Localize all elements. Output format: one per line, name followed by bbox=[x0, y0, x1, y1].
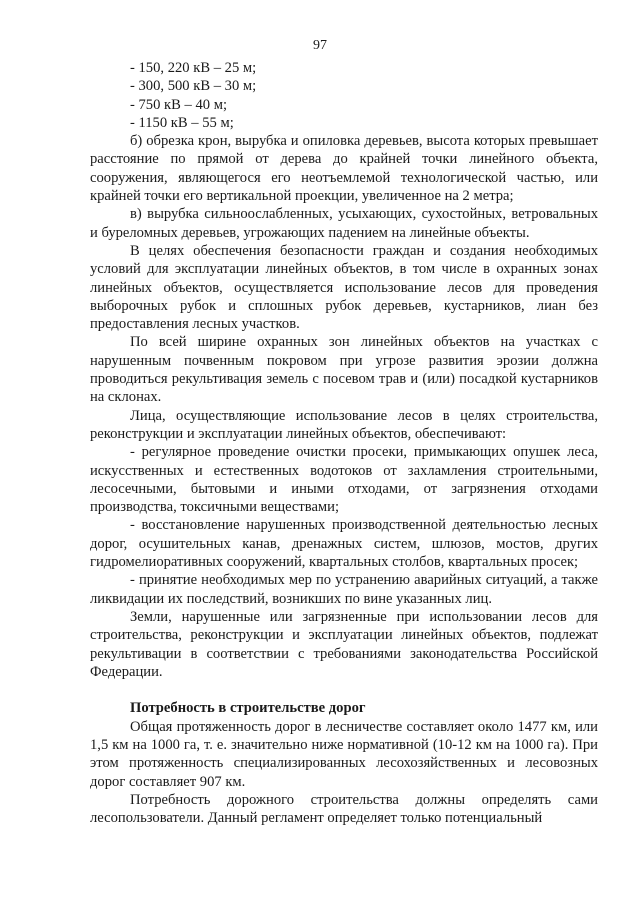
paragraph-lands: Земли, нарушенные или загрязненные при использовании лесов для строительства, реконструкции и эксплуатации линейных объектов, подлежат рекультивации в соответствии с требованиями законодательства Российской Федерации. bbox=[90, 608, 598, 680]
page-number: 97 bbox=[313, 38, 327, 53]
list-item: - 750 кВ – 40 м; bbox=[130, 96, 227, 113]
paragraph-v: в) вырубка сильноослабленных, усыхающих, сухостойных, ветровальных и буреломных деревьев, угрожающих падением на линейные объекты. bbox=[90, 206, 598, 241]
document-body bbox=[90, 59, 598, 827]
paragraph-persons: Лица, осуществляющие использование лесов в целях строительства, реконструкции и эксплуатации линейных объектов, обеспечивают: bbox=[90, 407, 598, 442]
paragraph-b: б) обрезка крон, вырубка и опиловка деревьев, высота которых превышает расстояние по прямой от дерева до крайней точки линейного объекта, сооружения, являющегося его неотъемлемой технологической частью, или крайней точки его вертикальной проекции, увеличенное на 2 метра; bbox=[90, 133, 598, 205]
section-spacer bbox=[90, 681, 598, 699]
paragraph-roads-need: Потребность дорожного строительства должны определять сами лесопользователи. Данный регламент определяет только потенциальный bbox=[90, 791, 598, 827]
paragraph-roads-total: Общая протяженность дорог в лесничестве составляет около 1477 км, или 1,5 км на 1000 га, т. е. значительно ниже нормативной (10-12 км на 1000 га). При этом протяженность специализированных лесохозяйственных и лесовозных дорог составляет 907 км. bbox=[90, 718, 598, 790]
list-item: - 1150 кВ – 55 м; bbox=[130, 114, 234, 131]
paragraph-dash-1: - регулярное проведение очистки просеки, примыкающих опушек леса, искусственных и естественных водотоков от захламления строительными, лесосечными, бытовыми и иными отходами, от загрязнения отходами производства, токсичными веществами; bbox=[90, 444, 598, 516]
paragraph-width: По всей ширине охранных зон линейных объектов на участках с нарушенным почвенным покровом при угрозе развития эрозии должна проводиться рекультивация земель с посевом трав и (или) посадкой кустарников на склонах. bbox=[90, 334, 598, 406]
list-item: - 300, 500 кВ – 30 м; bbox=[130, 78, 257, 95]
list-item: - 150, 220 кВ – 25 м; bbox=[130, 60, 257, 76]
section-heading-roads: Потребность в строительстве дорог bbox=[130, 700, 366, 717]
paragraph-dash-2: - восстановление нарушенных производственной деятельностью лесных дорог, осушительных канав, дренажных систем, шлюзов, мостов, других гидромелиоративных сооружений, квартальных столбов, квартальных просек; bbox=[90, 517, 598, 571]
paragraph-dash-3: - принятие необходимых мер по устранению аварийных ситуаций, а также ликвидации их последствий, возникших по вине указанных лиц. bbox=[90, 572, 598, 607]
paragraph-safety: В целях обеспечения безопасности граждан и создания необходимых условий для эксплуатации линейных объектов, в том числе в охранных зонах линейных объектов, осуществляется использование лесов для проведения выборочных рубок и сплошных рубок деревьев, кустарников, лиан без предоставления лесных участков. bbox=[90, 242, 598, 333]
